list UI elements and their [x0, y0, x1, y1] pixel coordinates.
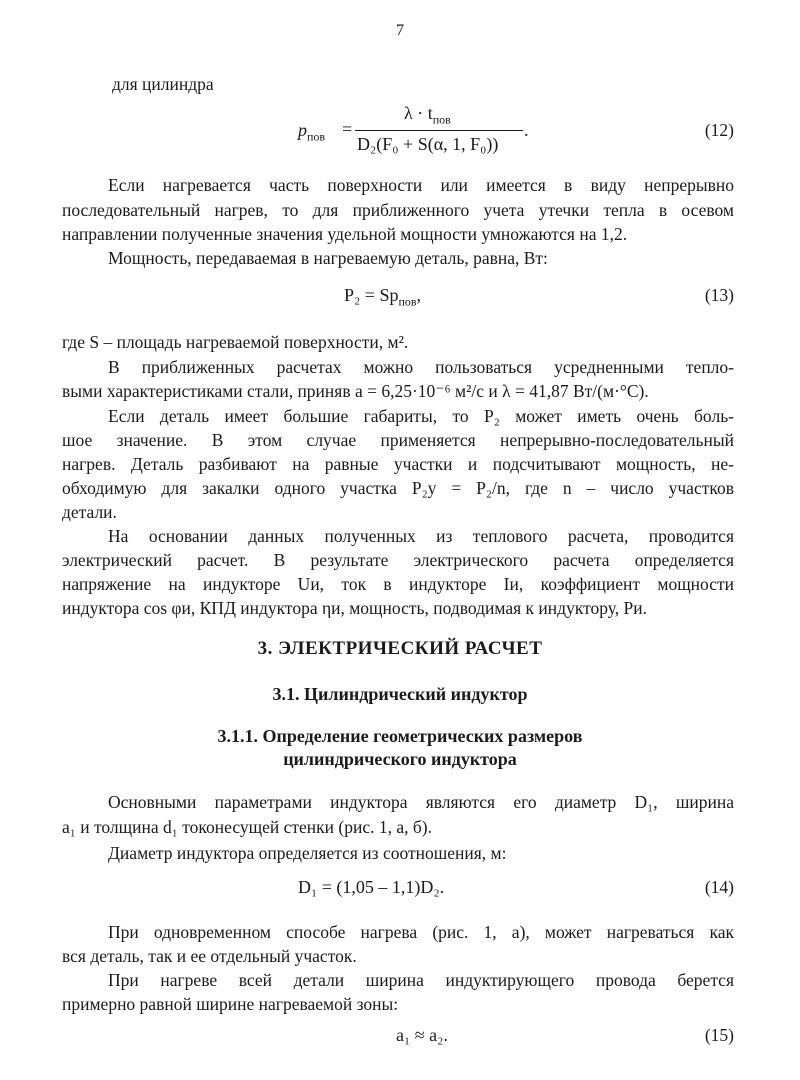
eq12-tail: .	[524, 120, 529, 140]
eq15-body: a₁ ≈ a₂.	[396, 1025, 448, 1045]
para1-line3: направлении полученные значения удельной мощности умножаются на 1,2.	[62, 224, 628, 244]
para5-line4: индуктора cos φи, КПД индуктора ηи, мощность, подводимая к индуктору, Pи.	[62, 598, 647, 618]
eq12-number: (12)	[704, 120, 734, 140]
subsubsection-heading-line1: 3.1.1. Определение геометрических размеров	[217, 726, 583, 746]
para5-line3: напряжение на индукторе Uи, ток в индукторе Iи, коэффициент мощности	[62, 574, 734, 594]
para6-line2: a₁ и толщина d₁ токонесущей стенки (рис. 1, а, б).	[62, 817, 432, 837]
para2: Мощность, передаваемая в нагреваемую деталь, равна, Вт:	[108, 248, 548, 268]
para4-line1: Если деталь имеет большие габариты, то P₂ может иметь очень боль-	[108, 406, 734, 426]
para4-line2: шое значение. В этом случае применяется непрерывно-последовательный	[62, 430, 734, 450]
subsubsection-heading-line2: цилиндрического индуктора	[283, 749, 517, 769]
section-heading: 3. ЭЛЕКТРИЧЕСКИЙ РАСЧЕТ	[257, 638, 543, 659]
para9-line1: При нагреве всей детали ширина индуктирующего провода берется	[108, 970, 734, 990]
para5-line1: На основании данных полученных из теплового расчета, проводится	[108, 526, 734, 546]
eq12-lhs: $p_{пов}$	[298, 120, 326, 144]
para5-line2: электрический расчет. В результате электрического расчета определяется	[62, 550, 734, 570]
para1-line1: Если нагревается часть поверхности или имеется в виду непрерывно	[108, 175, 734, 195]
eq12-equals: =	[342, 119, 353, 139]
where-line: где S – площадь нагреваемой поверхности, м².	[62, 332, 409, 352]
eq13-number: (13)	[704, 285, 734, 305]
para7: Диаметр индуктора определяется из соотношения, м:	[108, 843, 507, 863]
para8-line2: вся деталь, так и ее отдельный участок.	[62, 946, 357, 966]
eq14-body: D₁ = (1,05 – 1,1)D₂.	[298, 877, 445, 897]
eq14-number: (14)	[704, 877, 734, 897]
para4-line5: детали.	[62, 502, 117, 522]
para6-line1: Основными параметрами индуктора являются его диаметр D₁, ширина	[108, 792, 734, 812]
subsection-heading: 3.1. Цилиндрический индуктор	[272, 684, 528, 704]
para8-line1: При одновременном способе нагрева (рис. 1, а), может нагреваться как	[108, 922, 734, 942]
eq12-numerator: $\lambda \cdot t_{пов}$	[404, 103, 451, 127]
page-number: 7	[396, 22, 404, 39]
eq12-fraction-bar	[355, 130, 523, 131]
para3-line2: выми характеристиками стали, приняв a = 6,25·10⁻⁶ м²/с и λ = 41,87 Вт/(м·°С).	[62, 381, 649, 401]
intro-cylinder: для цилиндра	[112, 74, 214, 94]
para4-line4: обходимую для закалки одного участка P₂у = P₂/n, где n – число участков	[62, 478, 734, 498]
eq15-number: (15)	[704, 1025, 734, 1045]
eq13-body: $P_2 = Sp_{пов}$,	[344, 285, 422, 309]
para1-line2: последовательный нагрев, то для приближенного учета утечки тепла в осевом	[62, 200, 734, 220]
para9-line2: примерно равной ширине нагреваемой зоны:	[62, 994, 399, 1014]
para3-line1: В приближенных расчетах можно пользоваться усредненными тепло-	[108, 357, 734, 377]
eq12-denominator: D₂(F₀ + S(α, 1, F₀))	[357, 134, 499, 154]
para4-line3: нагрев. Деталь разбивают на равные участки и подсчитывают мощность, не-	[62, 454, 734, 474]
